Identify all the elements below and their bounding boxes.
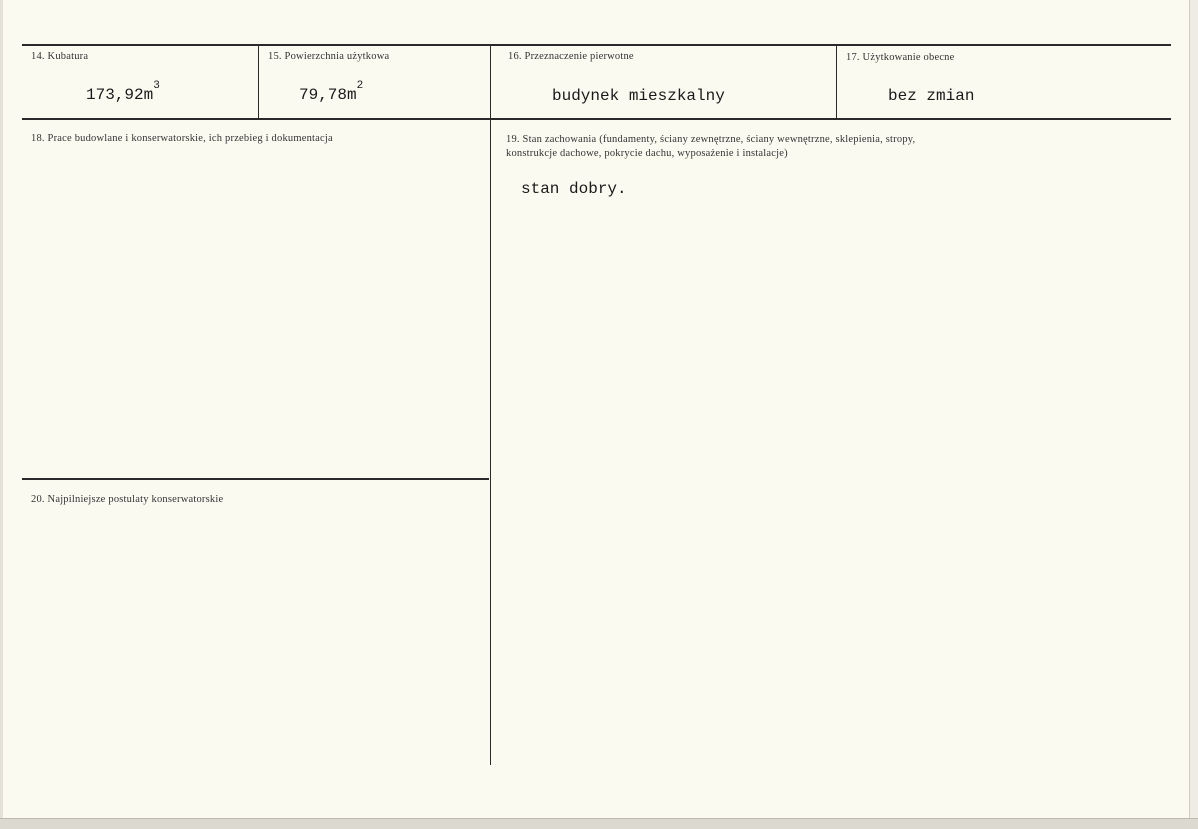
column-divider-3 [836,45,837,119]
column-divider-2 [490,45,491,765]
uzytkowanie-value: bez zmian [888,87,975,105]
prace-label: 18. Prace budowlane i konserwatorskie, ich przebieg i dokumentacja [31,133,333,144]
kubatura-value: $173,92m^3$ [86,80,160,104]
przeznaczenie-value: budynek mieszkalny [552,87,725,105]
column-divider-1 [258,45,259,119]
powierzchnia-value: $79,78m^2$ [299,80,364,104]
powierzchnia-label: 15. Powierzchnia użytkowa [268,51,390,62]
stan-label-line1: 19. Stan zachowania (fundamenty, ściany zewnętrzne, ściany wewnętrzne, sklepienia, stropy, [506,134,916,145]
card-bottom-edge [0,818,1198,829]
uzytkowanie-label: 17. Użytkowanie obecne [846,52,955,63]
stan-label-line2: konstrukcje dachowe, pokrycie dachu, wyposażenie i instalacje) [506,148,788,159]
section-divider-rule [22,478,489,480]
postulaty-label: 20. Najpilniejsze postulaty konserwatorskie [31,494,224,505]
stan-value: stan dobry. [521,180,627,198]
top-rule [22,44,1171,46]
record-card [3,0,1190,818]
przeznaczenie-label: 16. Przeznaczenie pierwotne [508,51,634,62]
row-divider-rule [22,118,1171,120]
card-edge [1189,0,1198,828]
kubatura-label: 14. Kubatura [31,51,89,62]
